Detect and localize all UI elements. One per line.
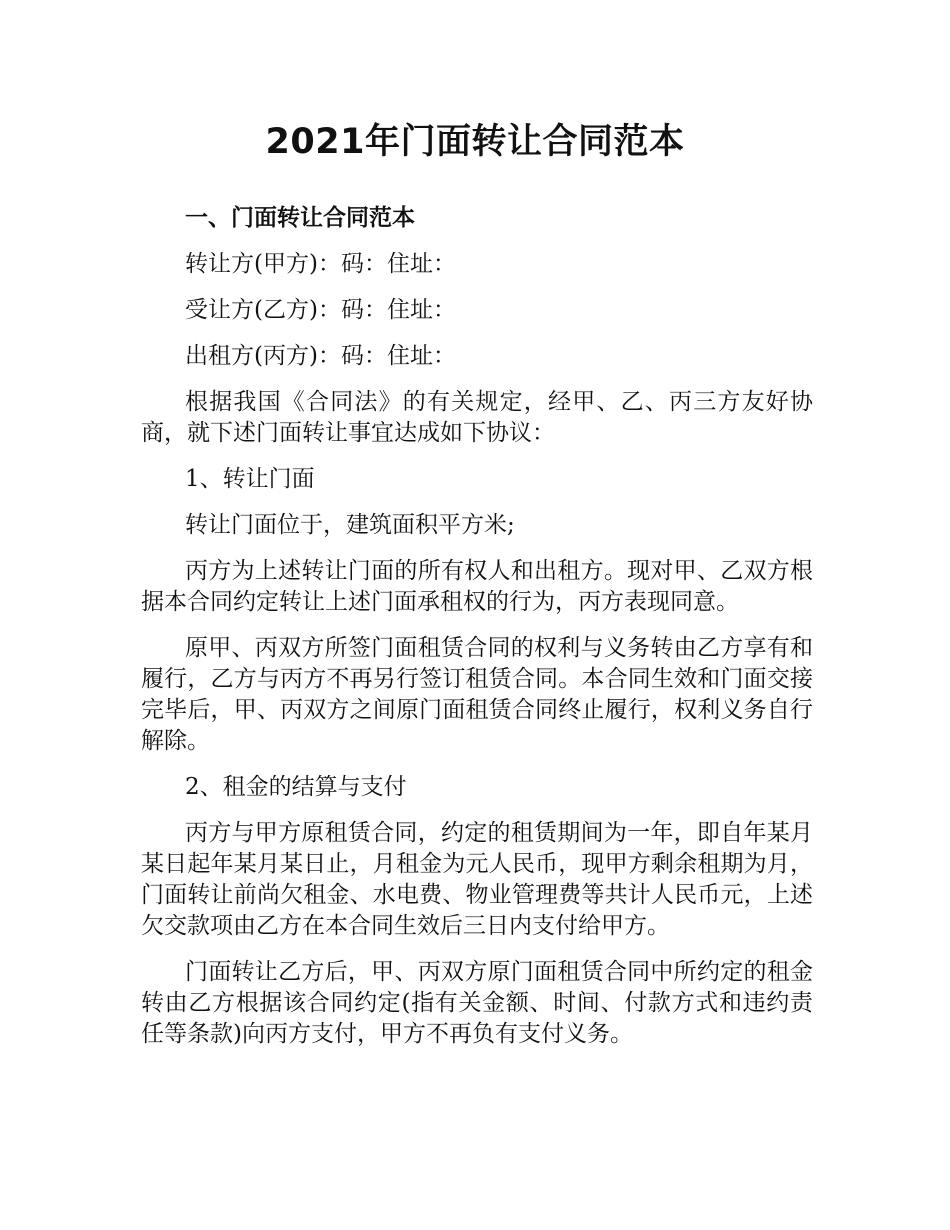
document-title: 2021年门面转让合同范本 — [265, 122, 685, 162]
clause-heading-2: 2、租金的结算与支付 — [185, 774, 407, 800]
paragraph-lessor: 出租方(丙方)：码：住址： — [185, 343, 456, 369]
paragraph-rent-payment: 门面转让乙方后，甲、丙双方原门面租赁合同中所约定的租金转由乙方根据该合同约定(指有关金额、时间、付款方式和违约责任等条款)向丙方支付，甲方不再负有支付义务。 — [141, 959, 813, 1047]
paragraph-rent-settlement: 丙方与甲方原租赁合同，约定的租赁期间为一年，即自年某月某日起年某月某日止，月租金为元人民币，现甲方剩余租期为月，门面转让前尚欠租金、水电费、物业管理费等共计人民币元，上述欠交款项由乙方在本合同生效后三日内支付给甲方。 — [141, 820, 813, 939]
paragraph-location: 转让门面位于，建筑面积平方米; — [185, 512, 515, 538]
paragraph-transferor: 转让方(甲方)：码：住址： — [185, 251, 456, 277]
clause-heading-1: 1、转让门面 — [185, 466, 315, 492]
paragraph-preamble: 根据我国《合同法》的有关规定，经甲、乙、丙三方友好协商，就下述门面转让事宜达成如下协议： — [141, 389, 813, 446]
paragraph-rights-transfer: 原甲、丙双方所签门面租赁合同的权利与义务转由乙方享有和履行，乙方与丙方不再另行签订租赁合同。本合同生效和门面交接完毕后，甲、丙双方之间原门面租赁合同终止履行，权利义务自行解除。 — [141, 635, 813, 754]
paragraph-consent: 丙方为上述转让门面的所有权人和出租方。现对甲、乙双方根据本合同约定转让上述门面承租权的行为，丙方表现同意。 — [141, 558, 813, 615]
document-body — [141, 203, 813, 1065]
section-heading: 一、门面转让合同范本 — [185, 205, 415, 231]
paragraph-transferee: 受让方(乙方)：码：住址： — [185, 297, 456, 323]
